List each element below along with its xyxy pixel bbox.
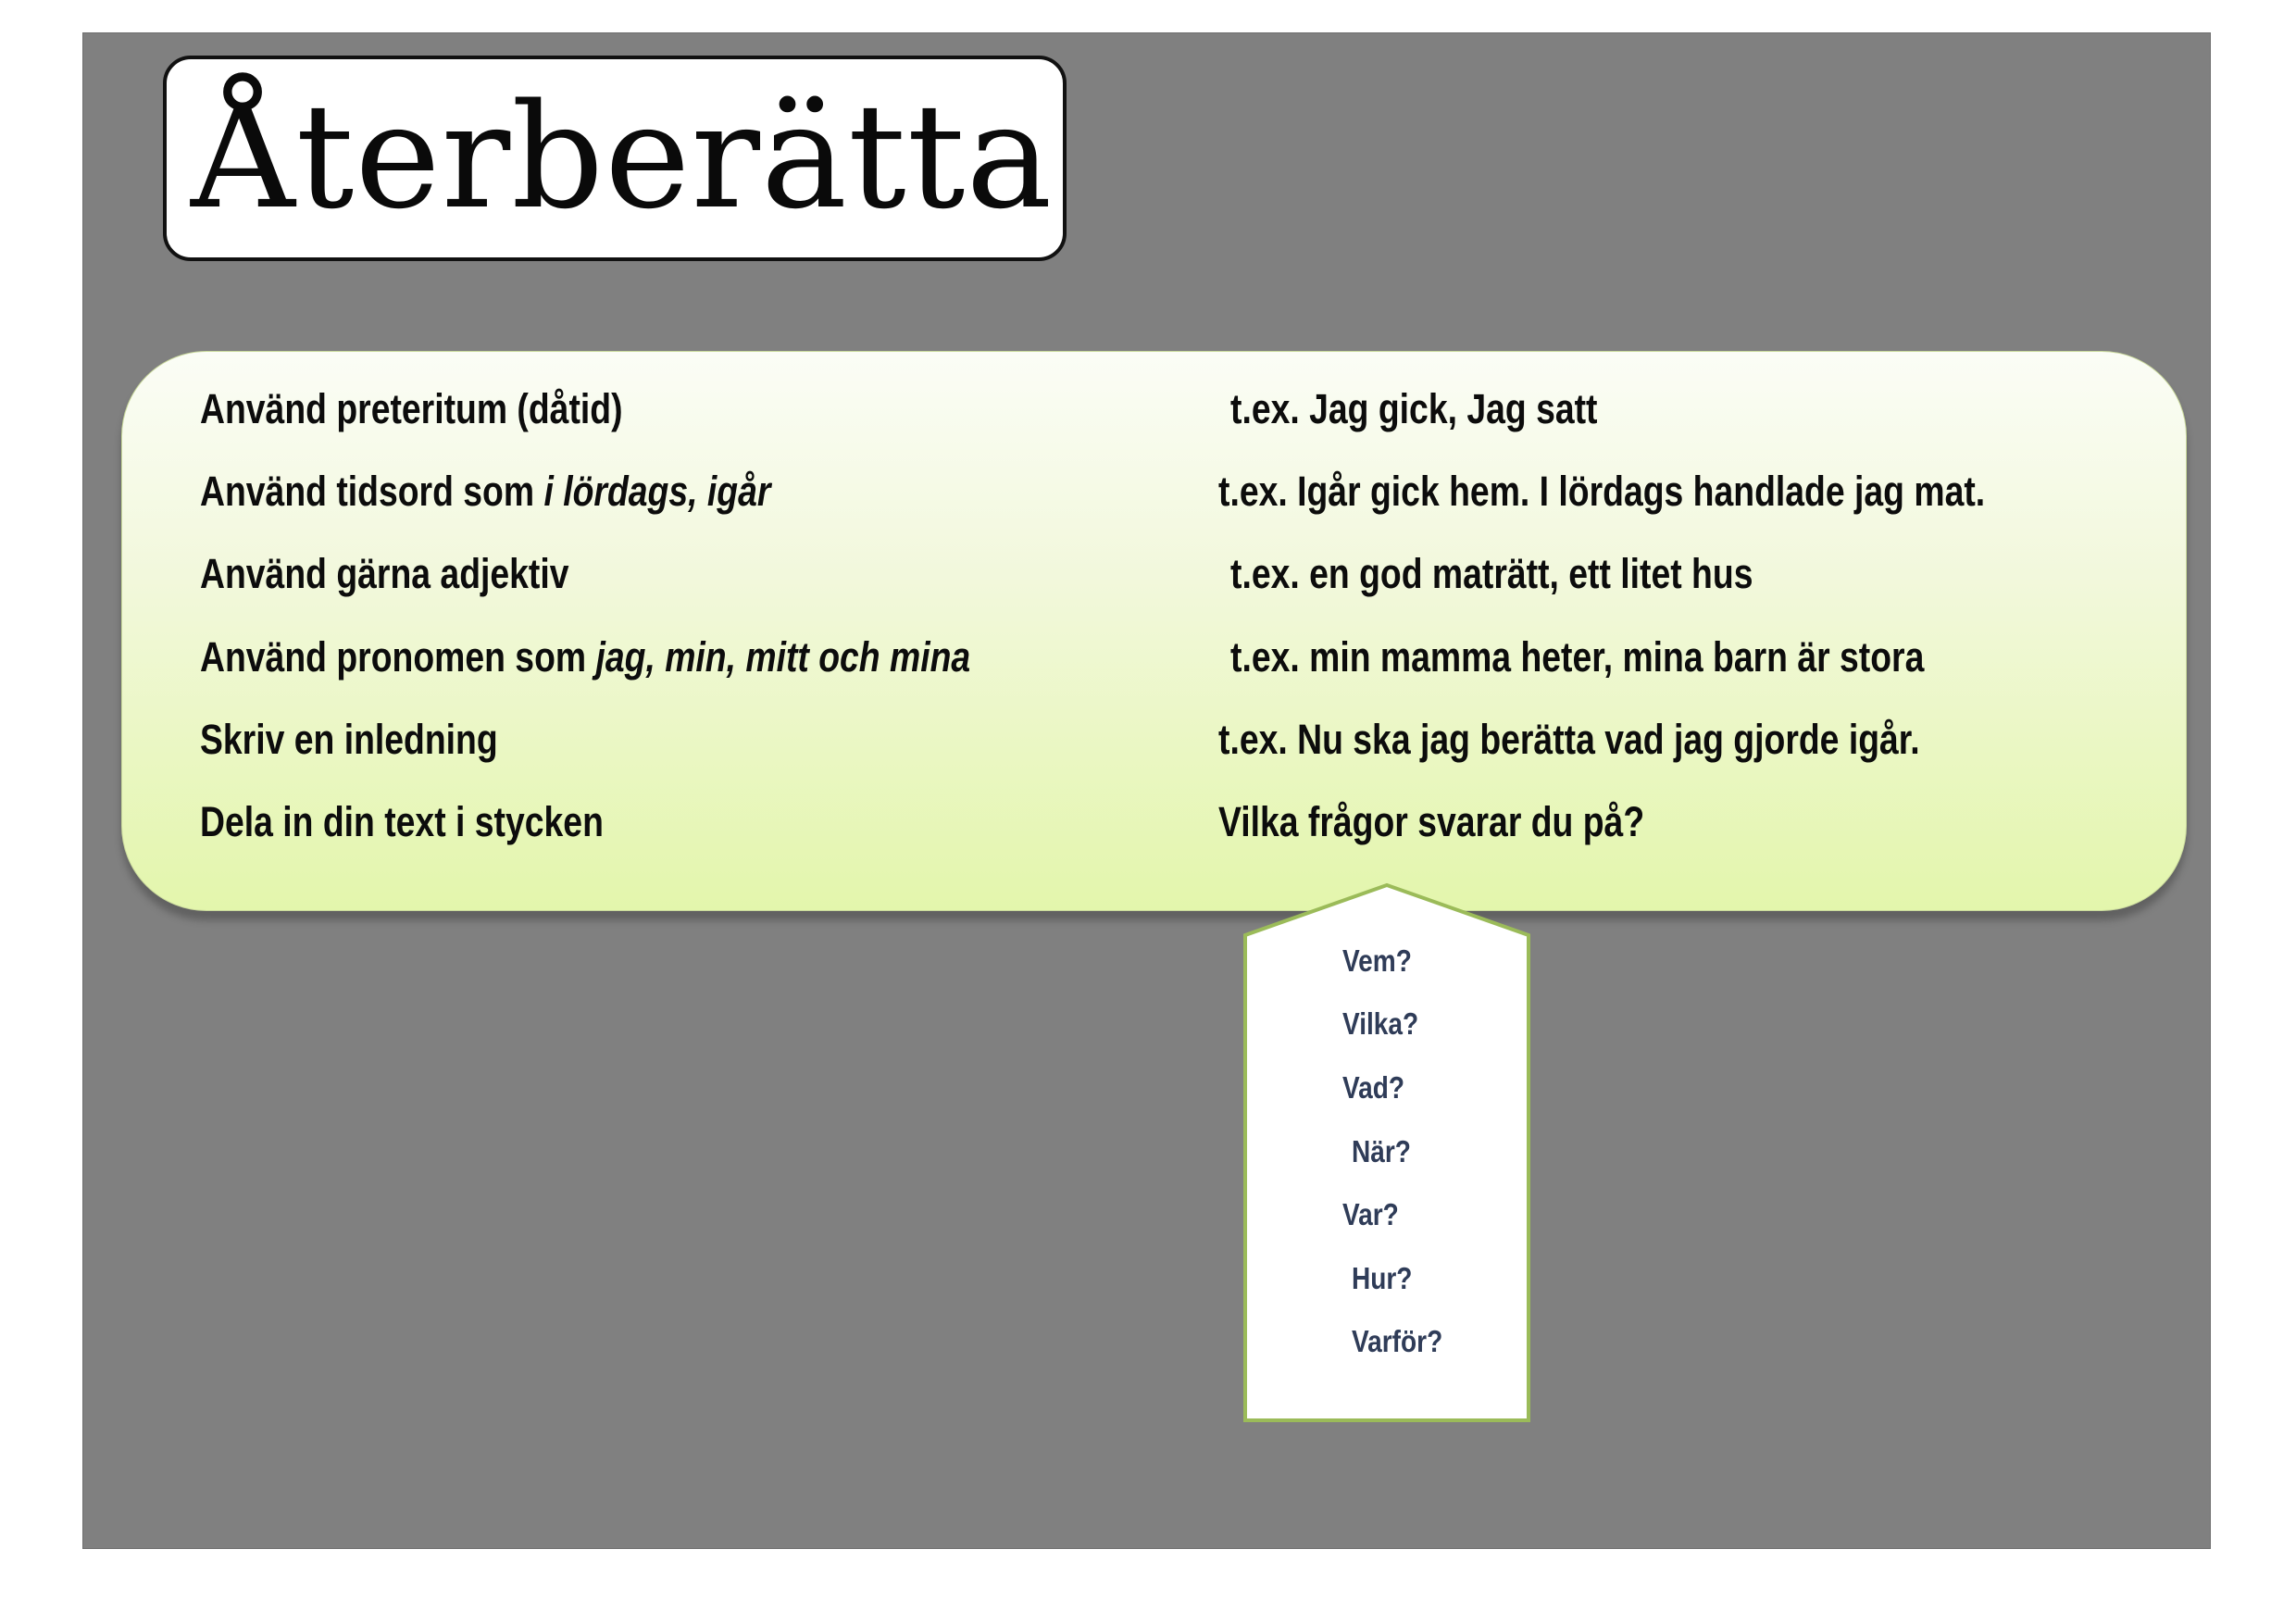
slide (82, 32, 2211, 1549)
rule-example: t.ex. Igår gick hem. I lördags handlade jag mat. (1218, 468, 1986, 515)
rule-text: Använd tidsord som i lördags, igår (200, 468, 771, 515)
question-item: Vad? (1342, 1070, 1405, 1105)
rules-panel (121, 351, 2187, 911)
question-item: När? (1352, 1134, 1411, 1168)
question-item: Vilka? (1342, 1006, 1419, 1041)
rule-text: Dela in din text i stycken (200, 798, 604, 845)
question-item: Vem? (1342, 943, 1412, 978)
question-item: Hur? (1352, 1261, 1413, 1295)
question-item: Var? (1342, 1197, 1399, 1231)
title-box (163, 56, 1067, 261)
rule-text: Använd pronomen som jag, min, mitt och mina (200, 633, 971, 681)
rule-example: t.ex. Nu ska jag berätta vad jag gjorde igår. (1218, 716, 1920, 763)
rule-example: t.ex. min mamma heter, mina barn är stora (1230, 633, 1925, 681)
rule-text: Använd gärna adjektiv (200, 550, 569, 597)
rule-text: Använd preteritum (dåtid) (200, 385, 623, 432)
rule-example: Vilka frågor svarar du på? (1218, 798, 1645, 845)
rule-example: t.ex. en god maträtt, ett litet hus (1230, 550, 1753, 597)
rule-example: t.ex. Jag gick, Jag satt (1230, 385, 1598, 432)
page-title: Återberätta (191, 72, 1054, 241)
rule-text: Skriv en inledning (200, 716, 498, 763)
question-item: Varför? (1352, 1324, 1443, 1358)
